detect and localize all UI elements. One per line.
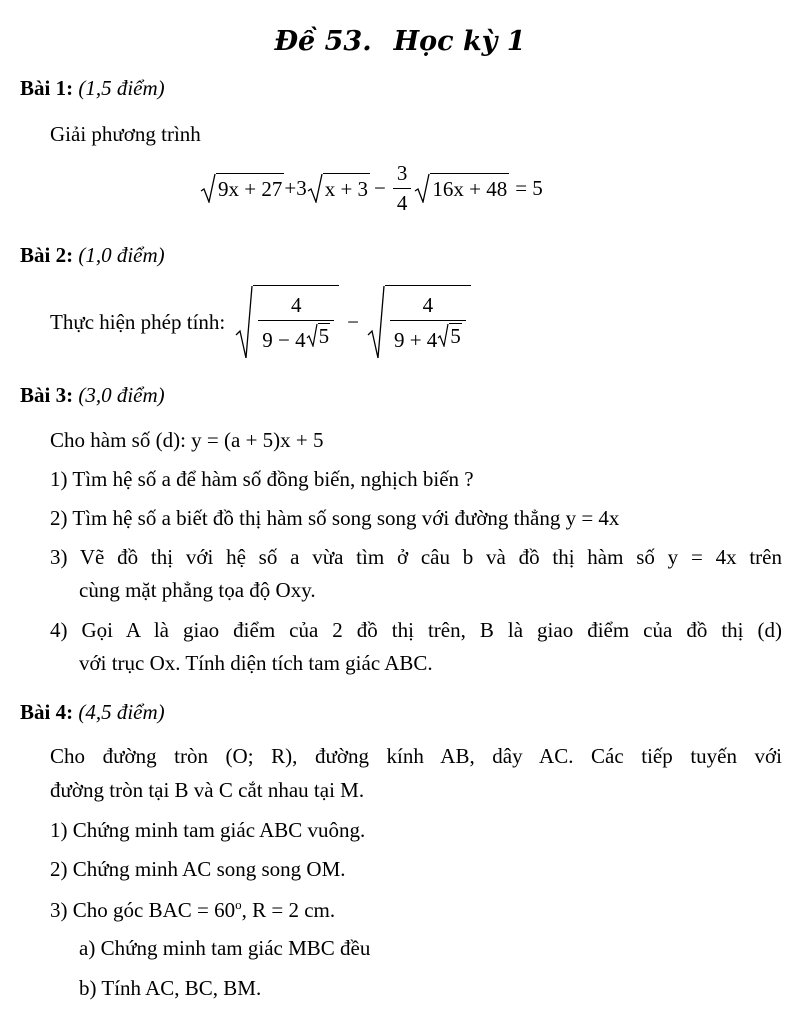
coef-3: 3 bbox=[296, 175, 307, 200]
radicand-5: 5 bbox=[450, 324, 461, 348]
fraction-1 bbox=[258, 293, 334, 353]
bai4-q1: 1) Chứng minh tam giác ABC vuông. bbox=[50, 818, 366, 842]
bai2-label: Bài 2: bbox=[20, 243, 74, 267]
bai4-q2: 2) Chứng minh AC song song OM. bbox=[50, 857, 346, 881]
bai4-intro-line1: Cho đường tròn (O; R), đường kính AB, dây AC. Các tiếp tuyến với bbox=[50, 744, 782, 768]
page-title bbox=[0, 26, 800, 57]
bai4-intro-line2: đường tròn tại B và C cắt nhau tại M. bbox=[50, 778, 365, 802]
den2-text: 9 + 4 bbox=[393, 328, 438, 352]
bai3-label: Bài 3: bbox=[20, 383, 74, 407]
bai4-q3a: a) Chứng minh tam giác MBC đều bbox=[79, 936, 371, 960]
bai1-points: (1,5 điểm) bbox=[78, 76, 165, 100]
bai1-heading bbox=[20, 76, 165, 101]
bai3-q2: 2) Tìm hệ số a biết đồ thị hàm số song song với đường thẳng y = 4x bbox=[50, 506, 620, 530]
fraction-2-numerator: 4 bbox=[422, 293, 434, 317]
bai1-equation bbox=[200, 158, 543, 218]
bai3-q1: 1) Tìm hệ số a để hàm số đồng biến, nghịch biến ? bbox=[50, 467, 474, 491]
plus-sign: + bbox=[284, 175, 297, 200]
radicand-3: 16x + 48 bbox=[430, 173, 509, 203]
sqrt-5 bbox=[437, 323, 462, 349]
sqrt-fraction-1 bbox=[235, 285, 339, 359]
bai1-label: Bài 1: bbox=[20, 76, 74, 100]
radical-sign-icon bbox=[307, 173, 323, 203]
sqrt-5 bbox=[306, 323, 331, 349]
radicand-fraction-2 bbox=[385, 285, 471, 359]
bai4-q3b: b) Tính AC, BC, BM. bbox=[79, 976, 262, 1000]
bai3-q3-line2: cùng mặt phẳng tọa độ Oxy. bbox=[79, 578, 316, 602]
bai3-q4-line2: với trục Ox. Tính diện tích tam giác ABC. bbox=[79, 651, 433, 675]
radical-sign-icon bbox=[367, 285, 385, 359]
radical-sign-icon bbox=[200, 173, 216, 203]
bai4-points: (4,5 điểm) bbox=[78, 700, 165, 724]
fraction-2-denominator bbox=[390, 320, 466, 353]
title-de: Đề 53. bbox=[274, 26, 372, 57]
radical-sign-icon bbox=[306, 323, 318, 347]
minus-sign: − bbox=[374, 175, 386, 200]
title-hoc-ky: Học kỳ 1 bbox=[393, 26, 526, 57]
bai2-heading bbox=[20, 243, 165, 268]
fraction-3-4 bbox=[393, 161, 412, 216]
radicand-1: 9x + 27 bbox=[216, 173, 284, 203]
equals-five: = 5 bbox=[515, 175, 543, 200]
fraction-2 bbox=[390, 293, 466, 353]
bai2-expression bbox=[50, 284, 471, 360]
bai4-label: Bài 4: bbox=[20, 700, 74, 724]
bai4-q3-radius: , R = 2 cm. bbox=[241, 898, 336, 922]
sqrt-9x27 bbox=[200, 173, 284, 203]
radical-sign-icon bbox=[437, 323, 449, 347]
bai2-intro: Thực hiện phép tính: bbox=[50, 309, 226, 334]
bai3-q4-line1: 4) Gọi A là giao điểm của 2 đồ thị trên, B là giao điểm của đồ thị (d) bbox=[50, 618, 782, 642]
radical-sign-icon bbox=[235, 285, 253, 359]
bai3-points: (3,0 điểm) bbox=[78, 383, 165, 407]
radical-sign-icon bbox=[414, 173, 430, 203]
bai1-intro: Giải phương trình bbox=[50, 122, 201, 146]
bai3-heading bbox=[20, 383, 165, 408]
degree-symbol: o bbox=[235, 897, 242, 912]
den1-text: 9 − 4 bbox=[262, 328, 306, 352]
fraction-1-denominator bbox=[258, 320, 334, 353]
bai4-heading bbox=[20, 700, 165, 725]
bai3-intro: Cho hàm số (d): y = (a + 5)x + 5 bbox=[50, 428, 324, 452]
sqrt-x3 bbox=[307, 173, 370, 203]
minus-sign: − bbox=[347, 309, 359, 334]
sqrt-16x48 bbox=[414, 173, 509, 203]
radicand-5: 5 bbox=[318, 324, 330, 348]
bai2-points: (1,0 điểm) bbox=[78, 243, 165, 267]
fraction-numerator: 3 bbox=[396, 160, 408, 185]
sqrt-fraction-2 bbox=[367, 285, 471, 359]
fraction-denominator: 4 bbox=[393, 188, 412, 216]
bai4-q3-text: 3) Cho góc BAC = 60 bbox=[50, 898, 236, 922]
radicand-fraction-1 bbox=[253, 285, 339, 359]
bai3-q3-line1: 3) Vẽ đồ thị với hệ số a vừa tìm ở câu b và đồ thị hàm số y = 4x trên bbox=[50, 545, 782, 569]
fraction-1-numerator: 4 bbox=[290, 293, 302, 317]
radicand-2: x + 3 bbox=[323, 173, 370, 203]
bai4-q3 bbox=[50, 897, 335, 923]
